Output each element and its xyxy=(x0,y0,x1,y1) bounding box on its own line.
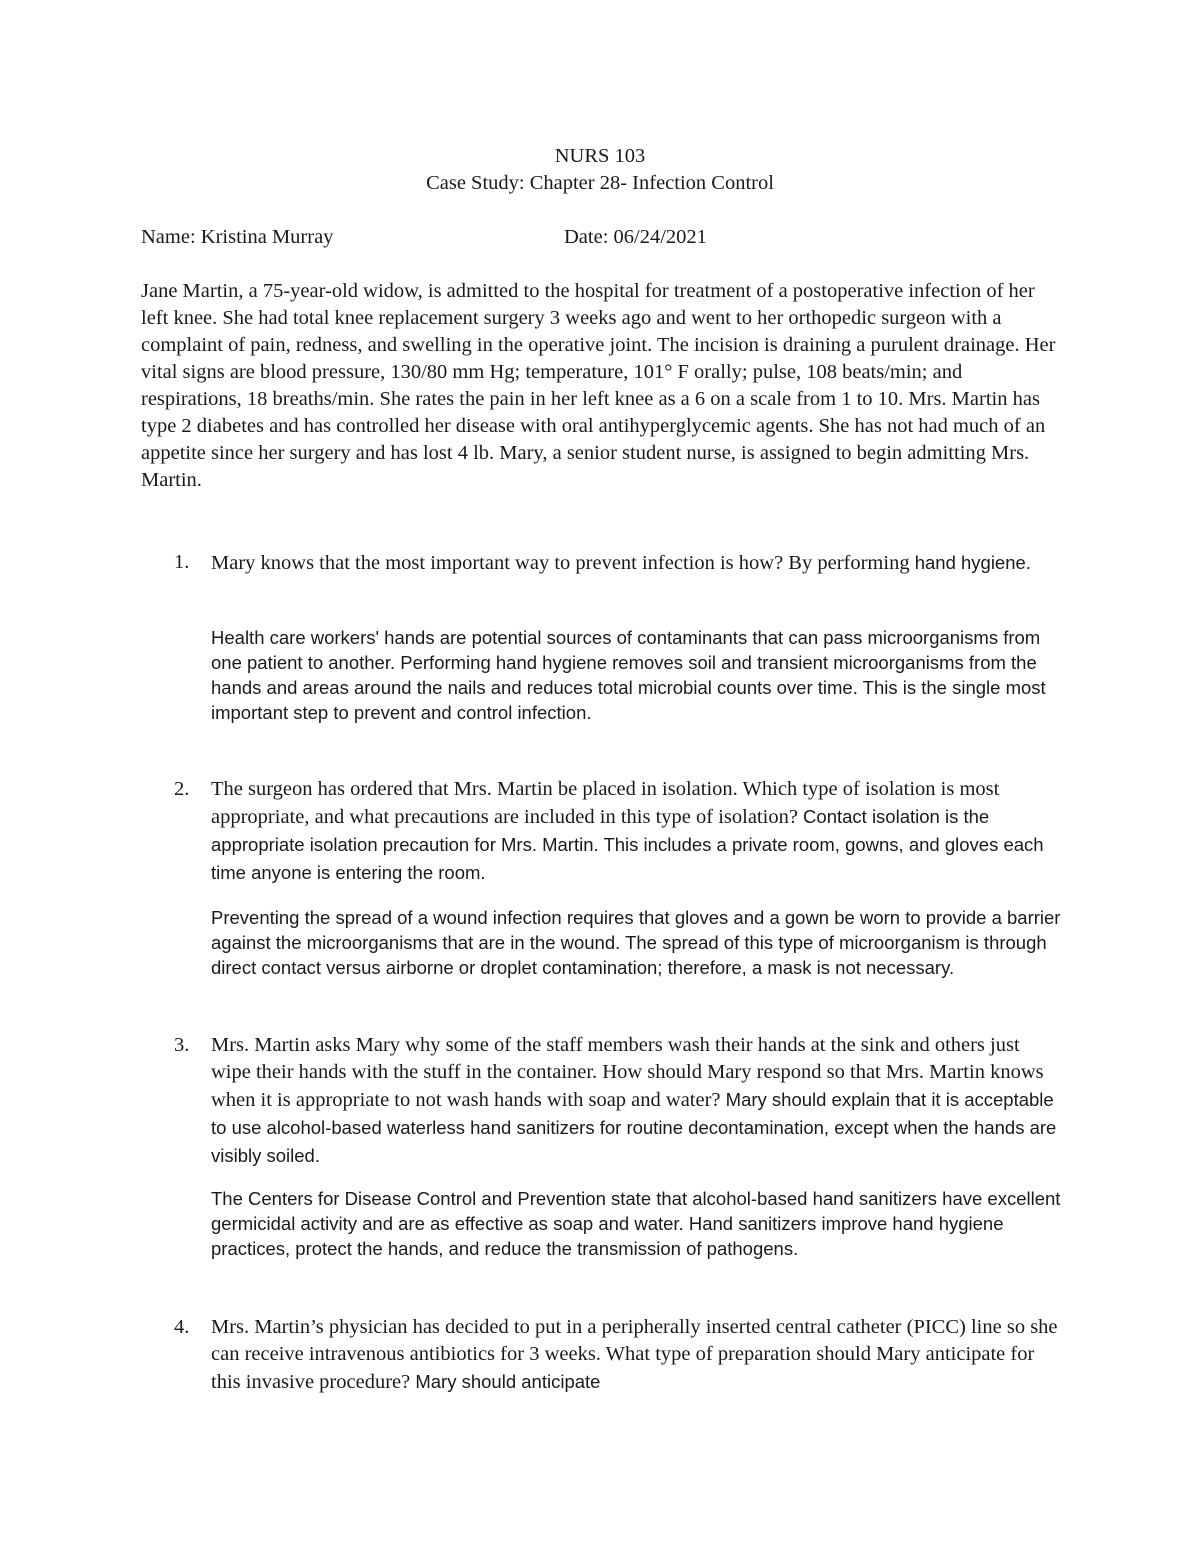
course-title: NURS 103 xyxy=(554,145,646,167)
answer-explanation: Preventing the spread of a wound infection requires that gloves and a gown be worn to provide a barrier against the microorganisms that are in the wound. The spread of this type of microorganism is through direct contact versus airborne or droplet contamination; therefore, a mask is not necessary. xyxy=(211,907,1061,978)
question-text-block xyxy=(211,1314,1061,1396)
document-date: Date: 06/24/2021 xyxy=(564,226,707,248)
question-number: 4. xyxy=(174,1316,190,1338)
question-answer: Mary should explain that it is acceptable to use alcohol-based waterless hand sanitizers for routine decontamination, except when the hands are visibly soiled. xyxy=(211,1089,1057,1166)
case-study-subtitle: Case Study: Chapter 28- Infection Control xyxy=(426,172,774,194)
question-prompt: The surgeon has ordered that Mrs. Martin be placed in isolation. Which type of isolation is most appropriate, and what precautions are included in this type of isolation? xyxy=(211,778,1000,828)
question-text-block xyxy=(211,776,1061,887)
question-number: 1. xyxy=(174,551,190,573)
question-prompt: Mrs. Martin’s physician has decided to put in a peripherally inserted central catheter (PICC) line so she can receive intravenous antibiotics for 3 weeks. What type of preparation should Mary anticipate for this invasive procedure? xyxy=(211,1316,1058,1393)
question-number: 3. xyxy=(174,1034,190,1056)
question-prompt: Mrs. Martin asks Mary why some of the staff members wash their hands at the sink and others just wipe their hands with the stuff in the container. How should Mary respond so that Mrs. Martin knows when it is appropriate to not wash hands with soap and water? xyxy=(211,1034,1044,1111)
question-text-block xyxy=(211,549,1061,577)
question-text-block xyxy=(211,1032,1061,1170)
question-prompt: Mary knows that the most important way to prevent infection is how? By performing xyxy=(211,552,910,574)
answer-explanation: The Centers for Disease Control and Prevention state that alcohol-based hand sanitizers have excellent germicidal activity and are as effective as soap and water. Hand sanitizers improve hand hygiene practices, protect the hands, and reduce the transmission of pathogens. xyxy=(211,1188,1061,1259)
question-answer: hand hygiene. xyxy=(914,552,1031,573)
question-answer: Contact isolation is the appropriate isolation precaution for Mrs. Martin. This includes a private room, gowns, and gloves each time anyone is entering the room. xyxy=(211,806,1044,883)
question-answer: Mary should anticipate xyxy=(415,1371,601,1392)
answer-explanation: Health care workers' hands are potential sources of contaminants that can pass microorganisms from one patient to another. Performing hand hygiene removes soil and transient microorganisms from the hands and areas around the nails and reduces total microbial counts over time. This is the single most important step to prevent and control infection. xyxy=(211,627,1046,723)
case-scenario-paragraph: Jane Martin, a 75-year-old widow, is admitted to the hospital for treatment of a postoperative infection of her left knee. She had total knee replacement surgery 3 weeks ago and went to her orthopedic surgeon with a complaint of pain, redness, and swelling in the operative joint. The incision is draining a purulent drainage. Her vital signs are blood pressure, 130/80 mm Hg; temperature, 101° F orally; pulse, 108 beats/min; and respirations, 18 breaths/min. She rates the pain in her left knee as a 6 on a scale from 1 to 10. Mrs. Martin has type 2 diabetes and has controlled her disease with oral antihyperglycemic agents. She has not had much of an appetite since her surgery and has lost 4 lb. Mary, a senior student nurse, is assigned to begin admitting Mrs. Martin. xyxy=(141,280,1056,491)
question-number: 2. xyxy=(174,778,190,800)
student-name: Name: Kristina Murray xyxy=(141,226,334,248)
